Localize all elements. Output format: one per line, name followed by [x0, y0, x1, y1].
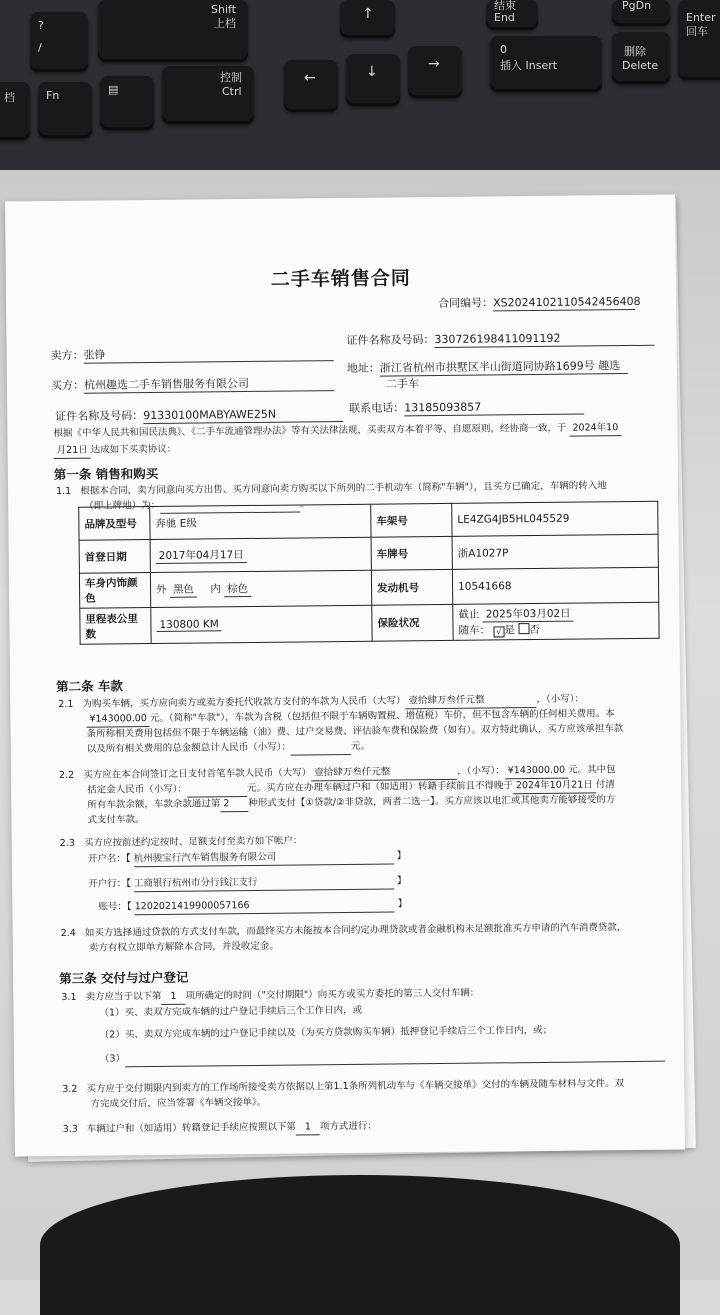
- clause-2-2-line1: 2.2 买方应在本合同签订之日支付首笔车款人民币（大写） 壹拾肆万叁仟元整 ，（小写）： ¥143000.00 元。其中包: [58, 764, 616, 781]
- clause-2-1-line1: 2.1 为购买车辆，买方应向卖方或卖方委托代收款方支付的车款为人民币（大写） 壹拾肆万叁仟元整 ，（小写）：: [58, 693, 585, 711]
- color-value: 外 黑色 内 棕色: [150, 570, 371, 607]
- clause-3-1-option1: （1）买、卖双方完成车辆的过户登记手续后三个工作日内，或: [99, 1004, 363, 1019]
- clause-1-1-line2: （即上牌地）为： 。: [84, 497, 310, 514]
- clause-2-4-line1: 2.4 如买方选择通过贷款的方式支付车款，而最终买方未能按本合同约定办理贷款或者金融机构未足额批准买方申请的汽车消费贷款，: [60, 922, 627, 939]
- clause-3-1-intro: 3.1 卖方应当于以下第 1 项所确定的时间（"交付期限"）向买方或买方委托的第三人交付车辆：: [61, 987, 480, 1003]
- up-arrow-key: ↑: [340, 0, 395, 38]
- account-name-row: 开户名：【 杭州骏宝行汽车销售服务有限公司 】: [88, 849, 406, 867]
- buyer-row: 买方：杭州趣选二手车销售服务有限公司: [51, 376, 334, 394]
- plate-label: 车牌号: [371, 536, 452, 570]
- clause-3-3-line1: 3.3 车辆过户和（如适用）转籍登记手续应按照以下第 1 项方式进行：: [62, 1120, 377, 1135]
- address-line2: 二手车: [385, 377, 420, 391]
- fn-key: Fn: [38, 82, 92, 138]
- color-label: 车身内饰颜色: [79, 573, 150, 609]
- clause-2-2-line3: 所有车款余额，车款余款通过第 2 种形式支付【①贷款/②非贷款，两者二选一】。买方应该以电汇或其他卖方能够接受的方: [87, 794, 616, 811]
- enter-key: Enter 回车: [678, 0, 720, 80]
- phone-row: 联系电话：13185093857: [349, 399, 584, 416]
- seller-id-row: 证件名称及号码：330726198411091192: [346, 331, 654, 349]
- clause-2-2-line4: 式支付车款。: [87, 814, 145, 826]
- brand-label: 品牌及型号: [79, 507, 150, 541]
- insurance-value: 截止 2025年03月02日 随车： √ 是 否: [453, 602, 659, 640]
- shift-key: Shift 上档: [98, 0, 248, 62]
- clause-3-2-line2: 方完成交付后，应当签署《车辆交接单》。: [90, 1096, 267, 1110]
- mileage-value: 130800 KM: [151, 605, 372, 643]
- pgdn-key: PgDn: [612, 0, 670, 26]
- contract-title: 二手车销售合同: [270, 267, 411, 291]
- engine-value: 10541668: [452, 567, 658, 604]
- slash-key: ? /: [30, 12, 88, 72]
- buyer-id-row: 证件名称及号码：91330100MABYAWE25N: [55, 407, 343, 425]
- plate-value: 浙A1027P: [452, 534, 658, 569]
- preamble-line1: 根据《中华人民共和国民法典》、《二手车流通管理办法》等有关法律法规，买卖双方本着平等、自愿原则，经协商一致，于 2024年10: [53, 421, 621, 442]
- contract-page: [5, 195, 685, 1157]
- account-number-row: 账号：【 1202021419900057166 】: [98, 897, 407, 915]
- end-key: 结束 End: [486, 0, 538, 30]
- insurance-no-checkbox: [518, 623, 529, 634]
- photo-shadow: [40, 1175, 680, 1315]
- engine-label: 发动机号: [371, 569, 452, 605]
- brand-value: 奔驰 E级: [150, 504, 371, 539]
- clause-3-2-line1: 3.2 买方应于交付期限内到卖方的工作场所接受卖方依据以上第1.1条所列机动车与《车辆交接单》交付的车辆及随车材料与文件。双: [62, 1078, 625, 1095]
- insurance-label: 保险状况: [372, 604, 453, 641]
- mileage-label: 里程表公里数: [80, 608, 151, 645]
- article-3-heading: 第三条 交付与过户登记: [59, 969, 189, 987]
- right-arrow-key: →: [408, 46, 462, 98]
- ctrl-key: 控制 Ctrl: [162, 66, 254, 124]
- clause-1-1-line1: 1.1 根据本合同，卖方同意向买方出售、买方同意向卖方购买以下所列的二手机动车（简称"车辆"），且买方已确定，车辆的转入地: [55, 480, 607, 498]
- clause-3-1-option2: （2）买、卖双方完成车辆的过户登记手续以及（为买方贷款购买车辆）抵押登记手续后三个工作日内，或；: [99, 1024, 553, 1041]
- clause-2-1-line4: 以及所有相关费用的总金额总计人民币（小写）： 元。: [86, 740, 371, 755]
- account-bank-row: 开户行：【 工商银行杭州市分行钱江支行 】: [88, 874, 406, 892]
- home-key: 档: [0, 82, 30, 140]
- article-2-heading: 第二条 车款: [56, 678, 124, 695]
- vin-value: LE4ZG4JB5HL045529: [452, 501, 658, 536]
- menu-key: ▤: [100, 76, 154, 130]
- clause-2-4-line2: 卖方有权立即单方解除本合同，并没收定金。: [88, 940, 279, 954]
- reg-date-label: 首登日期: [79, 540, 150, 574]
- clause-2-3-intro: 2.3 买方应按前述约定按时、足额支付至卖方如下帐户：: [59, 835, 303, 849]
- article-1-heading: 第一条 销售和购买: [53, 465, 159, 483]
- address-row: 地址：浙江省杭州市拱墅区半山街道同协路1699号 趣选: [347, 359, 628, 377]
- reg-date-value: 2017年04月17日: [150, 537, 371, 572]
- down-arrow-key: ↓: [346, 54, 400, 106]
- vin-label: 车架号: [371, 503, 452, 537]
- clause-2-2-line2: 括定金人民币（小写）： 元。买方应在办理车辆过户和（如适用）转籍手续前且不得晚于 2024年10月21日 付清: [87, 779, 615, 796]
- keyboard: [0, 0, 720, 170]
- contract-number: 合同编号：XS20241021105424564​08: [438, 294, 641, 311]
- clause-2-1-line3: 条所称相关费用包括但不限于车辆运输（油）费、过户交易费、评估验车费和保险费（如有）。双方特此确认，买方应该承担车款: [86, 723, 624, 740]
- clause-3-1-option3: （3）: [100, 1047, 665, 1068]
- preamble-line2: 月21日 达成如下买卖协议：: [54, 443, 177, 459]
- insert-key: 0 插入 Insert: [490, 36, 602, 92]
- delete-key: 删除 Delete: [612, 32, 670, 84]
- vehicle-info-table: [78, 501, 659, 645]
- insurance-yes-checkbox: √: [493, 626, 504, 637]
- left-arrow-key: ←: [284, 60, 338, 112]
- seller-row: 卖方：张铮: [51, 346, 334, 364]
- clause-2-1-line2: ¥143000.00 元。（简称"车款"），车款为含税（包括但不限于车辆购置税、增值税）车价，但不包含车辆的任何相关费用。本: [86, 707, 614, 728]
